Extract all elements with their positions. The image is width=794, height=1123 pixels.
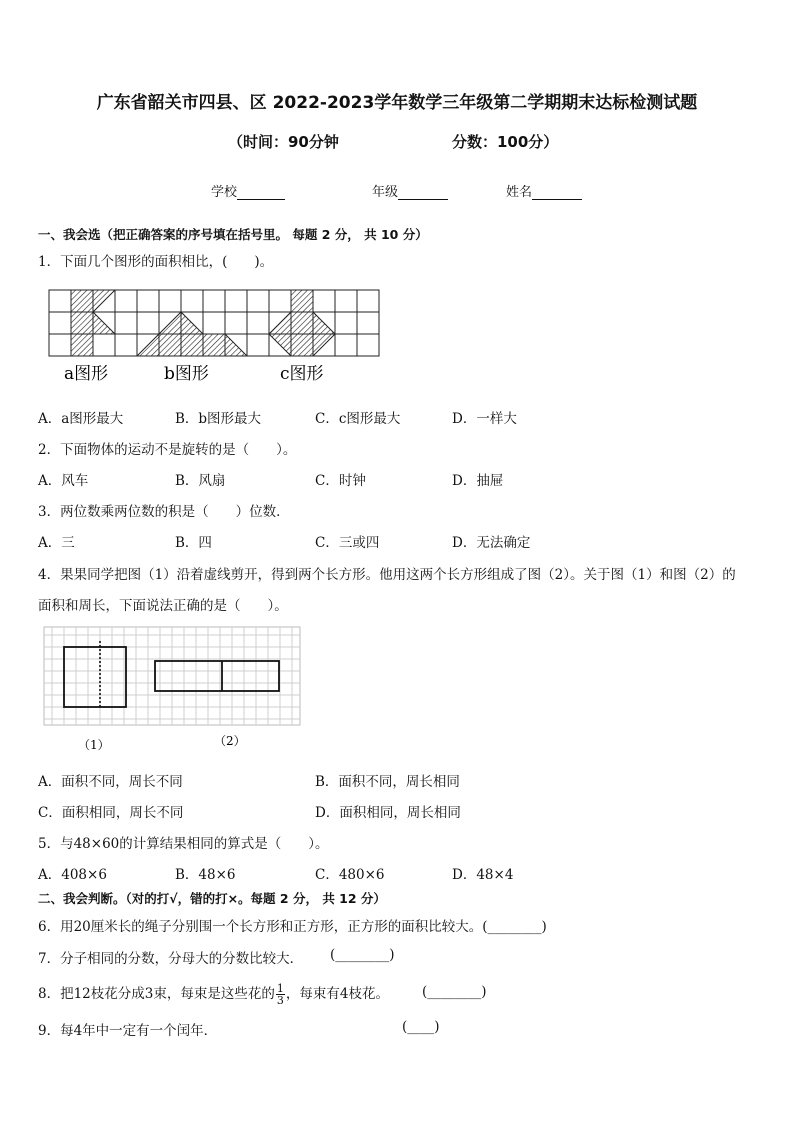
q5-option-d[interactable]: D．48×4 [452,867,514,883]
school-field[interactable] [211,181,285,200]
name-field[interactable] [506,181,582,200]
q2-option-b[interactable]: B．风扇 [175,473,226,489]
q3-option-d[interactable]: D．无法确定 [452,535,531,551]
question-2: 2．下面物体的运动不是旋转的是（ ）。 [38,442,297,458]
fig-a-label: a图形 [64,364,109,384]
grade-field[interactable] [372,181,448,200]
question-4-figure [42,623,304,758]
q1-option-c[interactable]: C．c图形最大 [315,411,401,427]
section-1-heading: 一、我会选（把正确答案的序号填在括号里。 每题 2 分， 共 10 分） [38,227,428,242]
q8-text-b: ，每束有4枝花。 [285,986,389,1002]
question-9-answer[interactable]: (____) [402,1019,440,1035]
q2-option-c[interactable]: C．时钟 [315,473,366,489]
section-2-heading: 二、我会判断。（对的打√，错的打×。每题 2 分， 共 12 分） [38,891,386,906]
exam-time: （时间：90分钟 [228,133,339,151]
question-4-line-2: 面积和周长，下面说法正确的是（ ）。 [38,598,288,614]
q5-option-a[interactable]: A．408×6 [38,867,107,883]
q4-option-a[interactable]: A．面积不同，周长不同 [38,774,183,790]
page-title: 广东省韶关市四县、区 2022-2023学年数学三年级第二学期期末达标检测试题 [96,93,698,113]
q2-option-d[interactable]: D．抽屉 [452,473,504,489]
question-9: 9．每4年中一定有一个闰年． [38,1023,218,1039]
q5-option-b[interactable]: B．48×6 [175,867,236,883]
q1-option-b[interactable]: B．b图形最大 [175,411,262,427]
q1-option-d[interactable]: D．一样大 [452,411,517,427]
grade-label: 年级 [372,185,399,200]
question-8 [38,982,389,1006]
fraction-one-third: $\frac{1}{3}$ [276,982,284,1007]
question-6[interactable]: 6．用20厘米长的绳子分别围一个长方形和正方形，正方形的面积比较大。(________) [38,919,547,935]
question-4-line-1: 4．果果同学把图（1）沿着虚线剪开，得到两个长方形。他用这两个长方形组成了图（2）。关于图（1）和图（2）的 [38,567,736,583]
school-label: 学校 [211,185,238,200]
question-5: 5．与48×60的计算结果相同的算式是（ ）。 [38,836,329,852]
fig-c-label: c图形 [280,364,324,384]
exam-score: 分数：100分） [452,133,559,151]
name-label: 姓名 [506,185,533,200]
q4-option-c[interactable]: C．面积相同，周长不同 [38,805,184,821]
question-8-answer[interactable]: (________) [422,984,487,1000]
question-1: 1．下面几个图形的面积相比，( )。 [38,254,274,270]
q8-text-a: 8．把12枝花分成3束，每束是这些花的 [38,986,275,1002]
question-7: 7．分子相同的分数，分母大的分数比较大． [38,951,304,967]
q3-option-c[interactable]: C．三或四 [315,535,380,551]
q3-option-b[interactable]: B．四 [175,535,212,551]
question-1-figure [48,289,384,389]
q1-option-a[interactable]: A．a图形最大 [38,411,124,427]
q3-option-a[interactable]: A．三 [38,535,75,551]
fig-2-label: （2） [214,734,246,748]
question-7-answer[interactable]: (________) [330,947,395,963]
q2-option-a[interactable]: A．风车 [38,473,89,489]
fig-b-label: b图形 [164,364,209,384]
q5-option-c[interactable]: C．480×6 [315,867,385,883]
q4-option-b[interactable]: B．面积不同，周长相同 [315,774,460,790]
question-3: 3．两位数乘两位数的积是（ ）位数． [38,504,290,520]
q4-option-d[interactable]: D．面积相同，周长相同 [315,805,461,821]
fig-1-label: （1） [78,738,110,752]
